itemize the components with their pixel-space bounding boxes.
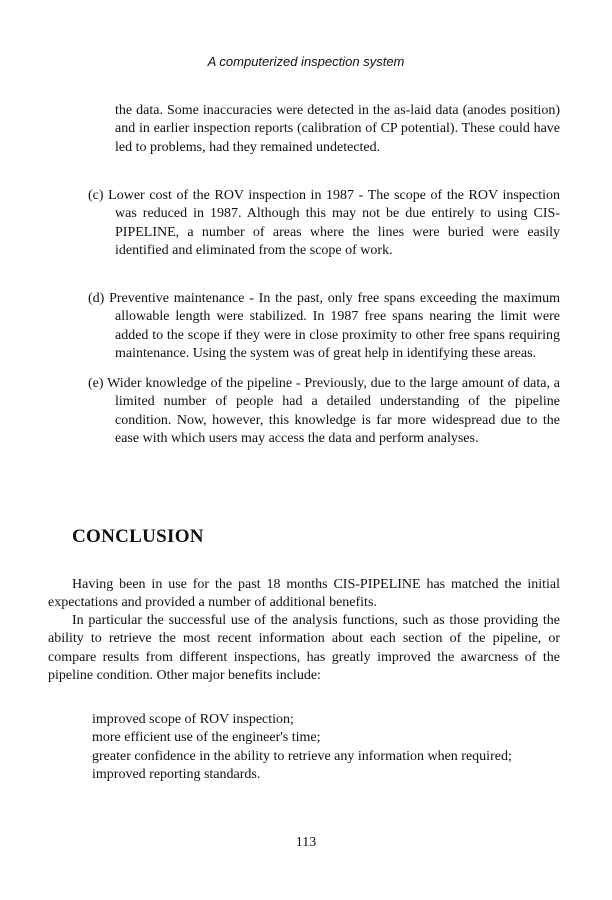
benefit-item: improved reporting standards. (92, 766, 261, 782)
list-item-e (88, 375, 560, 448)
item-text: Lower cost of the ROV inspection in 1987 - The scope of the ROV inspection was reduced in 1987. Although this may not be due entirely to using CIS-PIPELINE, a number of areas where the lines were buried were easily identified and eliminated from the scope of work. (108, 188, 561, 258)
benefit-item: improved scope of ROV inspection; (92, 712, 294, 727)
running-head: A computerized inspection system (207, 54, 405, 69)
conclusion-paragraph: Having been in use for the past 18 months CIS-PIPELINE has matched the initial expectations and provided a number of additional benefits. (48, 577, 560, 611)
benefit-item: greater confidence in the ability to retrieve any information when required; (92, 748, 512, 764)
continuation-paragraph: the data. Some inaccuracies were detected in the as-laid data (anodes position) and in earlier inspection reports (calibration of CP potential). These could have led to problems, had they remained undetected. (115, 103, 560, 155)
list-item-d (88, 290, 560, 363)
page-number: 113 (295, 835, 317, 850)
item-text: Preventive maintenance - In the past, only free spans exceeding the maximum allowable length were stabilized. In 1987 free spans nearing the limit were added to the scope if they were in close proximity to other free spans requiring maintenance. Using the system was of great help in identifying these areas. (109, 291, 561, 361)
benefit-item: more efficient use of the engineer's time; (92, 730, 321, 746)
benefits-list (92, 711, 560, 784)
list-item-c (88, 187, 560, 260)
conclusion-paragraph: In particular the successful use of the analysis functions, such as those providing the ability to retrieve the most recent information about each section of the pipeline, or compare results from different inspections, has greatly improved the awarcness of the pipeline condition. Other major benefits include: (48, 613, 560, 683)
item-text: Wider knowledge of the pipeline - Previously, due to the large amount of data, a limited number of people had a detailed understanding of the pipeline condition. Now, however, this knowledge is far more widespread due to the ease with which users may access the data and perform analyses. (107, 376, 560, 446)
section-heading: CONCLUSION (72, 526, 204, 547)
item-label: (e) (88, 376, 104, 391)
item-label: (c) (88, 188, 104, 203)
item-label: (d) (88, 291, 105, 306)
